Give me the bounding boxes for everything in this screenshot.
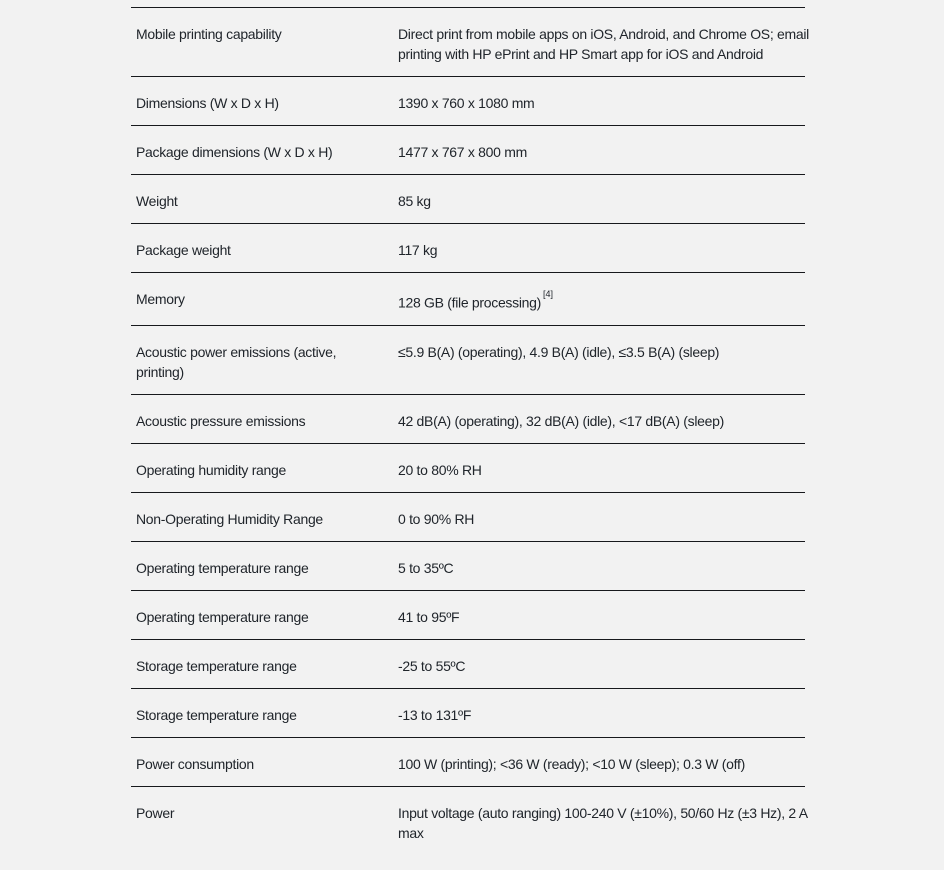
spec-label: Power consumption (136, 755, 254, 772)
spec-row (131, 174, 805, 223)
spec-footnote-ref: [4] (542, 289, 553, 299)
spec-value (398, 558, 813, 578)
spec-row (131, 125, 805, 174)
spec-row (131, 492, 805, 541)
spec-label: Acoustic pressure emissions (136, 412, 306, 429)
spec-value-text: 41 to 95ºF (398, 608, 460, 625)
spec-value (398, 93, 813, 113)
spec-value-text: -25 to 55ºC (398, 657, 466, 674)
spec-row (131, 688, 805, 737)
spec-value (398, 656, 813, 676)
spec-value-text: ≤5.9 B(A) (operating), 4.9 B(A) (idle), ≤3.5 B(A) (sleep) (398, 343, 720, 360)
spec-label: Operating temperature range (136, 559, 309, 576)
spec-value (398, 705, 813, 725)
spec-value-text: 20 to 80% RH (398, 461, 482, 478)
spec-value-text: 0 to 90% RH (398, 510, 475, 527)
spec-value (398, 142, 813, 162)
spec-label: Storage temperature range (136, 706, 297, 723)
spec-value (398, 460, 813, 480)
spec-label: Storage temperature range (136, 657, 297, 674)
spec-value-text: 128 GB (file processing) (398, 294, 541, 311)
spec-row (131, 7, 809, 76)
spec-label: Package weight (136, 242, 231, 258)
spec-value (398, 754, 813, 774)
spec-row (131, 76, 805, 125)
spec-label: Memory (136, 291, 185, 307)
spec-value (398, 411, 813, 431)
spec-row (131, 737, 805, 786)
spec-value (398, 289, 813, 313)
spec-value (398, 509, 813, 529)
spec-row (131, 443, 805, 492)
spec-value (398, 342, 813, 362)
spec-value (398, 191, 813, 211)
spec-value-text: 5 to 35ºC (398, 559, 454, 576)
spec-row (131, 639, 805, 688)
spec-label: Package dimensions (W x D x H) (136, 144, 333, 160)
spec-value-text: -13 to 131ºF (398, 706, 472, 723)
spec-value (398, 24, 813, 64)
spec-row (131, 272, 805, 325)
spec-label: Power (136, 804, 175, 821)
spec-value-text: 1390 x 760 x 1080 mm (398, 95, 535, 111)
spec-row (131, 325, 805, 394)
spec-value-text: Direct print from mobile apps on iOS, Android, and Chrome OS; email printing with HP ePrint and HP Smart app for iOS and Android (398, 26, 809, 62)
spec-value-text: 100 W (printing); <36 W (ready); <10 W (sleep); 0.3 W (off) (398, 755, 745, 772)
spec-value-text: 1477 x 767 x 800 mm (398, 144, 527, 160)
spec-label: Operating temperature range (136, 608, 309, 625)
spec-label: Non-Operating Humidity Range (136, 510, 323, 527)
spec-value-text: Input voltage (auto ranging) 100-240 V (±10%), 50/60 Hz (±3 Hz), 2 A max (398, 804, 807, 841)
spec-value (398, 240, 813, 260)
spec-label: Operating humidity range (136, 461, 286, 478)
spec-row (131, 223, 805, 272)
spec-row (131, 590, 805, 639)
spec-label: Mobile printing capability (136, 26, 282, 42)
spec-label: Acoustic power emissions (active, printing) (136, 343, 337, 380)
spec-value-text: 42 dB(A) (operating), 32 dB(A) (idle), <17 dB(A) (sleep) (398, 412, 724, 429)
spec-row (131, 394, 805, 443)
spec-label: Weight (136, 193, 178, 209)
spec-value-text: 117 kg (398, 242, 438, 258)
spec-label: Dimensions (W x D x H) (136, 95, 279, 111)
spec-value (398, 803, 813, 843)
spec-value (398, 607, 813, 627)
spec-table (131, 7, 809, 855)
spec-value-text: 85 kg (398, 193, 431, 209)
spec-row (131, 541, 805, 590)
spec-row (131, 786, 805, 855)
